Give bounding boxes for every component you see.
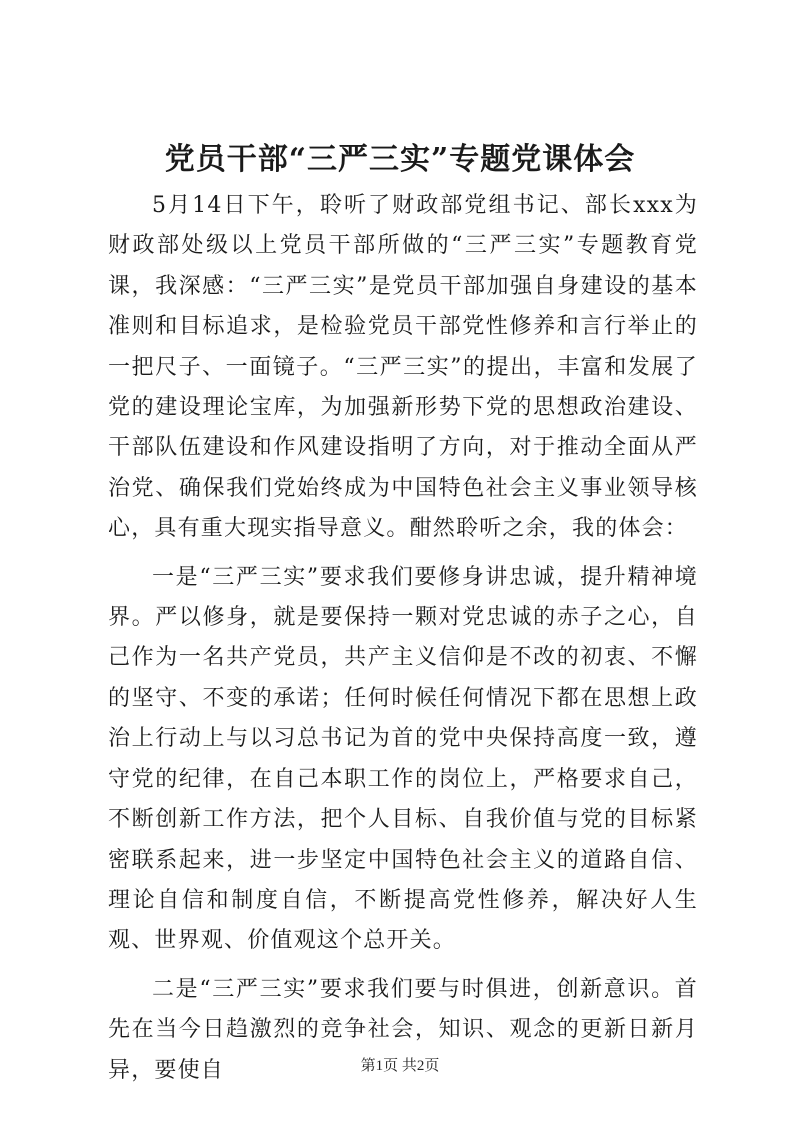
paragraph-point-two: 二是“三严三实”要求我们要与时俱进，创新意识。首先在当今日趋激烈的竞争社会，知识、观念的更新日新月异，要使自	[108, 976, 698, 1083]
document-body	[108, 186, 698, 1091]
page-number-footer: 第1页 共2页	[360, 1058, 440, 1074]
document-title: 党员干部“三严三实”专题党课体会	[164, 142, 636, 177]
paragraph-intro: 5月14日下午，聆听了财政部党组书记、部长xxx为财政部处级以上党员干部所做的“三严三实”专题教育党课，我深感：“三严三实”是党员干部加强自身建设的基本准则和目标追求，是检验党员干部党性修养和言行举止的一把尺子、一面镜子。“三严三实”的提出，丰富和发展了党的建设理论宝库，为加强新形势下党的思想政治建设、干部队伍建设和作风建设指明了方向，对于推动全面从严治党、确保我们党始终成为中国特色社会主义事业领导核心，具有重大现实指导意义。酣然聆听之余，我的体会：	[108, 193, 698, 542]
paragraph-point-one: 一是“三严三实”要求我们要修身讲忠诚，提升精神境界。严以修身，就是要保持一颗对党忠诚的赤子之心，自己作为一名共产党员，共产主义信仰是不改的初衷、不懈的坚守、不变的承诺；任何时候任何情况下都在思想上政治上行动上与以习总书记为首的党中央保持高度一致，遵守党的纪律，在自己本职工作的岗位上，严格要求自己，不断创新工作方法，把个人目标、自我价值与党的目标紧密联系起来，进一步坚定中国特色社会主义的道路自信、理论自信和制度自信，不断提高党性修养，解决好人生观、世界观、价值观这个总开关。	[108, 564, 698, 954]
